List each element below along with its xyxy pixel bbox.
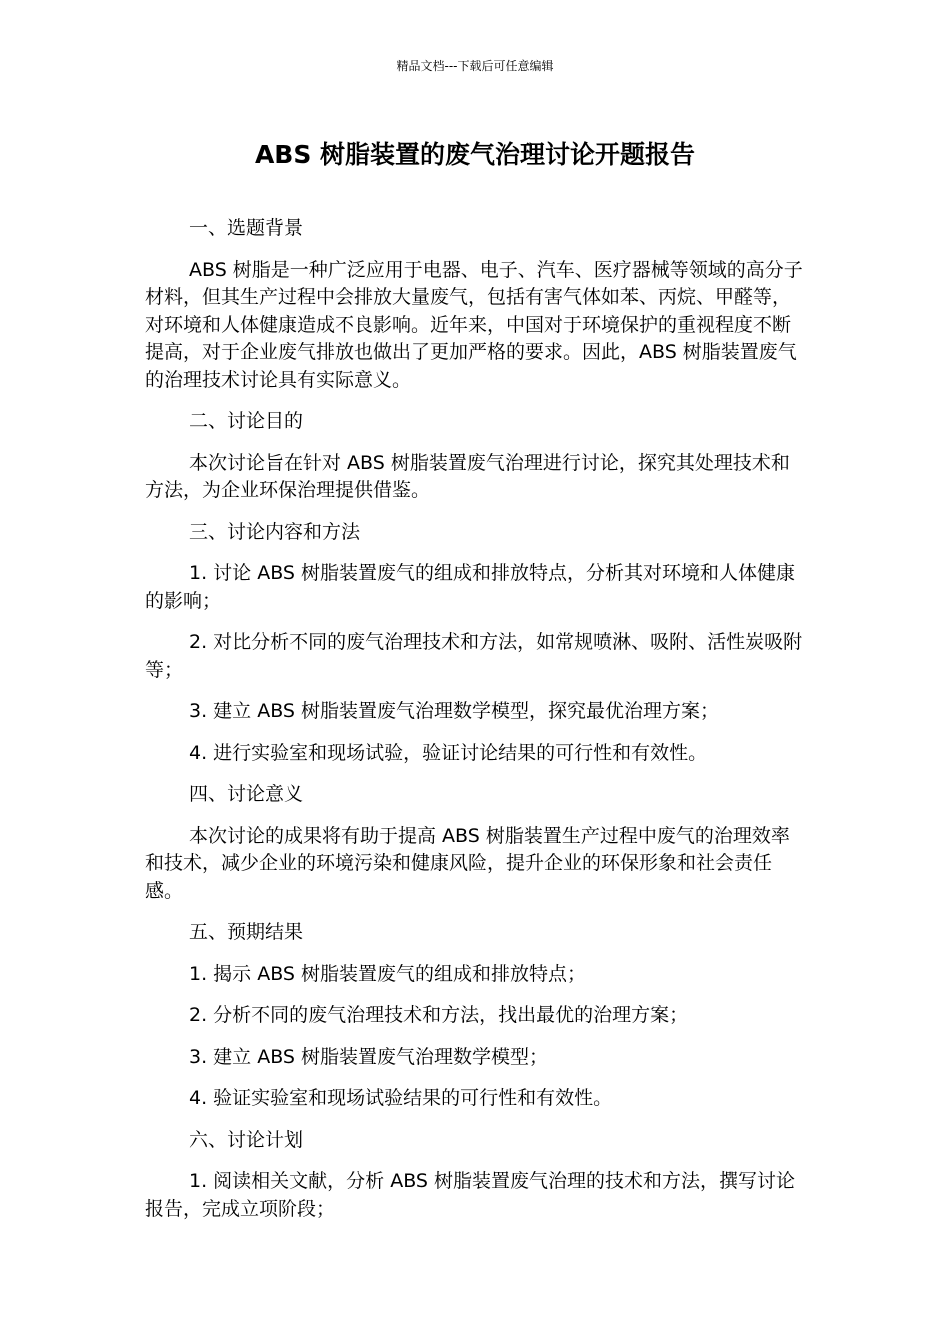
document-body — [145, 215, 807, 1237]
paragraph-background: ABS 树脂是一种广泛应用于电器、电子、汽车、医疗器械等领域的高分子材料，但其生产过程中会排放大量废气，包括有害气体如苯、丙烷、甲醛等，对环境和人体健康造成不良影响。近年来，中国对于环境保护的重视程度不断提高，对于企业废气排放也做出了更加严格的要求。因此，ABS 树脂装置废气的治理技术讨论具有实际意义。 — [145, 258, 803, 391]
list-item: 1. 讨论 ABS 树脂装置废气的组成和排放特点，分析其对环境和人体健康的影响； — [145, 562, 796, 612]
section-heading-background: 一、选题背景 — [189, 217, 304, 239]
list-item: 2. 分析不同的废气治理技术和方法，找出最优的治理方案； — [189, 1004, 689, 1026]
list-item: 4. 进行实验室和现场试验，验证讨论结果的可行性和有效性。 — [189, 741, 708, 764]
section-heading-plan: 六、讨论计划 — [189, 1128, 304, 1151]
paragraph-significance: 本次讨论的成果将有助于提高 ABS 树脂装置生产过程中废气的治理效率和技术，减少企业的环境污染和健康风险，提升企业的环保形象和社会责任感。 — [145, 824, 790, 902]
page-header: 精品文档---下载后可任意编辑 — [396, 59, 554, 73]
document-title: ABS 树脂装置的废气治理讨论开题报告 — [254, 140, 696, 169]
section-heading-content-methods: 三、讨论内容和方法 — [189, 520, 361, 543]
list-item: 3. 建立 ABS 树脂装置废气治理数学模型，探究最优治理方案； — [189, 700, 720, 722]
list-item: 4. 验证实验室和现场试验结果的可行性和有效性。 — [189, 1087, 613, 1109]
list-item: 1. 阅读相关文献，分析 ABS 树脂装置废气治理的技术和方法，撰写讨论报告，完成立项阶段； — [145, 1170, 796, 1220]
list-item: 3. 建立 ABS 树脂装置废气治理数学模型； — [189, 1045, 549, 1068]
paragraph-purpose: 本次讨论旨在针对 ABS 树脂装置废气治理进行讨论，探究其处理技术和方法，为企业环保治理提供借鉴。 — [145, 451, 790, 501]
list-item: 2. 对比分析不同的废气治理技术和方法，如常规喷淋、吸附、活性炭吸附等； — [145, 631, 803, 681]
section-heading-significance: 四、讨论意义 — [189, 783, 304, 805]
section-heading-purpose: 二、讨论目的 — [189, 410, 304, 432]
section-heading-expected-results: 五、预期结果 — [189, 921, 304, 943]
list-item: 1. 揭示 ABS 树脂装置废气的组成和排放特点； — [189, 962, 587, 985]
